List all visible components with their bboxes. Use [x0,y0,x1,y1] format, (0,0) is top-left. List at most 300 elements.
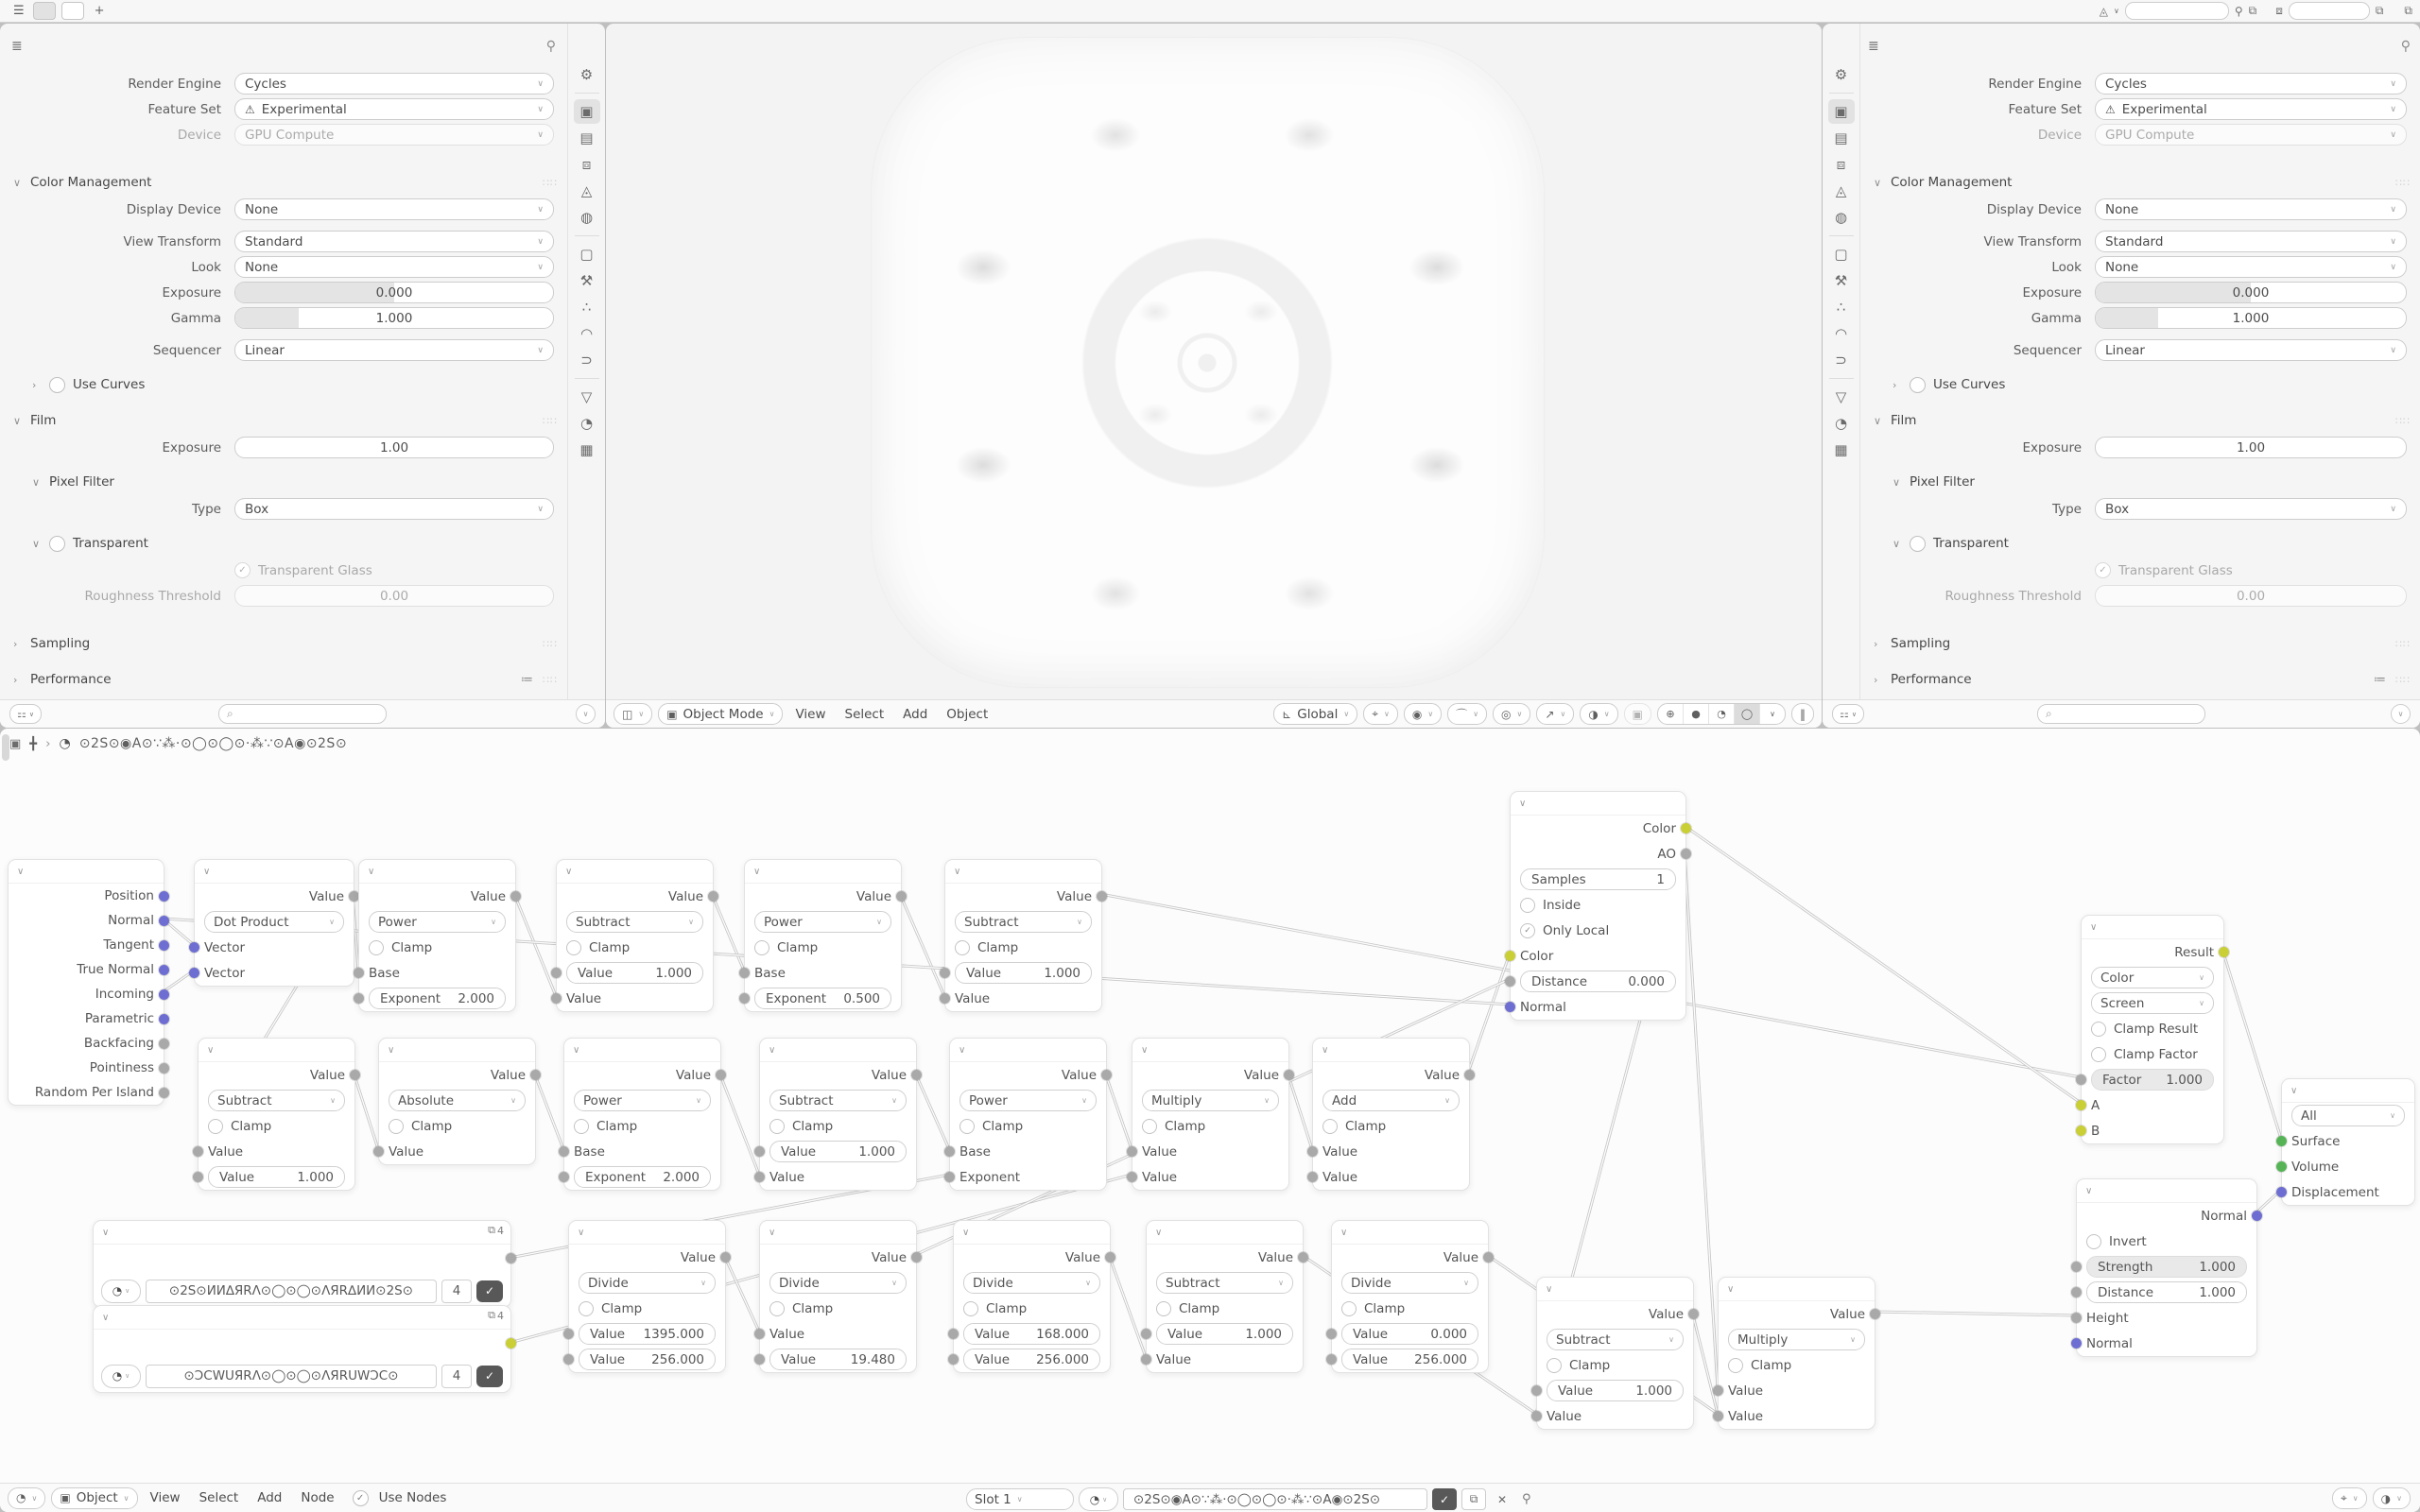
drag-handle-icon[interactable]: ∷∷ [543,637,558,650]
operation-dropdown[interactable] [1341,1272,1478,1294]
input-socket-factor[interactable] [2076,1074,2086,1085]
clamp-checkbox[interactable] [369,940,384,955]
output-socket-normal[interactable] [2252,1211,2262,1221]
menu-select[interactable]: Select [844,706,885,722]
node-math-divide-2[interactable] [759,1220,917,1373]
device-dropdown[interactable] [234,124,554,146]
unlink-material-button[interactable]: ✕ [1496,1492,1508,1506]
node-math-subtract-3[interactable] [198,1038,355,1191]
output-socket-backfacing[interactable] [159,1039,169,1049]
input-socket-value[interactable] [754,1329,765,1339]
input-socket-value[interactable] [563,1329,574,1339]
drag-handle-icon[interactable]: ∷∷ [543,673,558,686]
output-socket-tangent[interactable] [159,940,169,951]
panel-header-performance[interactable] [0,665,567,694]
node-header[interactable] [359,860,515,884]
image-name-field[interactable]: ⊙ƆCWUЯRΛ⊙◯⊙◯⊙ΛЯRUWƆC⊙ [146,1365,437,1388]
panel-header-color-management[interactable] [1860,168,2420,197]
section-checkbox[interactable] [1910,377,1926,393]
input-socket-exponent[interactable] [739,993,750,1004]
node-math-subtract-5[interactable] [1146,1220,1304,1373]
viewport-object-render[interactable] [872,38,1544,687]
node-snap-toggle[interactable] [2332,1487,2367,1509]
input-socket-value[interactable] [1326,1354,1337,1365]
input-socket-value[interactable] [948,1329,959,1339]
drag-handle-icon[interactable]: ∷∷ [543,176,558,189]
input-socket-value[interactable] [1127,1146,1137,1157]
output-socket-position[interactable] [159,891,169,902]
input-socket-value[interactable] [940,993,950,1004]
scene-name-field[interactable] [2125,2,2229,20]
roughness-threshold-field[interactable] [2095,585,2407,607]
input-socket-value[interactable] [1713,1385,1723,1396]
properties-search-input[interactable] [2037,704,2205,724]
use-nodes-checkbox[interactable]: ✓ [353,1490,369,1506]
operation-dropdown[interactable] [959,1090,1097,1111]
strength-field[interactable] [2086,1256,2247,1278]
collapse-chevron-icon[interactable]: ∨ [1340,1227,1348,1238]
input-socket-value[interactable] [1531,1385,1542,1396]
value-field[interactable] [1341,1349,1478,1370]
input-socket-normal[interactable] [2071,1338,2082,1349]
type-dropdown[interactable] [234,498,554,520]
distance-field[interactable] [2086,1281,2247,1303]
section-checkbox[interactable] [49,377,65,393]
operation-dropdown[interactable] [1322,1090,1460,1111]
only-local-checkbox[interactable]: ✓ [1520,923,1535,938]
clamp-checkbox[interactable] [1322,1119,1338,1134]
value-field[interactable] [1156,1323,1293,1345]
collapse-chevron-icon[interactable]: ∨ [565,866,573,877]
output-socket-pointiness[interactable] [159,1063,169,1074]
output-socket-value[interactable] [911,1252,922,1263]
image-browse-button[interactable] [101,1365,141,1388]
display-device-dropdown[interactable] [234,198,554,220]
clamp-checkbox[interactable] [1156,1301,1171,1316]
gamma-slider[interactable] [234,307,554,329]
node-header[interactable] [760,1039,916,1062]
exposure-field[interactable] [234,437,554,458]
input-socket-base[interactable] [944,1146,955,1157]
input-socket-value[interactable] [551,968,562,978]
node-math-divide-4[interactable] [1331,1220,1489,1373]
invert-checkbox[interactable] [2086,1234,2101,1249]
operation-dropdown[interactable] [389,1090,526,1111]
input-socket-base[interactable] [559,1146,569,1157]
properties-tab-view-layer[interactable]: ⧈ [1836,156,1846,173]
output-socket-value[interactable] [530,1070,541,1080]
node-header[interactable] [564,1039,720,1062]
node-header[interactable] [1313,1039,1469,1062]
drag-handle-icon[interactable]: ∷∷ [2395,637,2411,650]
input-socket-value[interactable] [1127,1172,1137,1182]
proportional-editing-toggle[interactable] [1404,703,1442,725]
value-field[interactable] [963,1323,1100,1345]
shader-type-selector[interactable] [51,1487,137,1509]
operation-dropdown[interactable] [369,911,506,933]
node-bump[interactable] [2076,1178,2257,1357]
properties-tab-output[interactable]: ▤ [579,129,594,146]
transform-orientation-selector[interactable] [1273,703,1357,725]
node-math-subtract-4[interactable] [759,1038,917,1191]
node-header[interactable] [745,860,901,884]
clamp-checkbox[interactable] [566,940,581,955]
node-header[interactable] [950,1039,1106,1062]
collapse-chevron-icon[interactable]: ∨ [102,1312,110,1323]
node-editor-type-button[interactable] [8,1487,45,1509]
properties-tab-object-data[interactable]: ▽ [1835,388,1847,405]
menu-view[interactable]: View [795,706,826,722]
collapse-chevron-icon[interactable]: ∨ [203,866,211,877]
workspace-tab-1[interactable] [33,2,56,20]
collapse-chevron-icon[interactable]: ∨ [578,1227,585,1238]
node-math-multiply-2[interactable] [1718,1277,1876,1430]
input-socket-base[interactable] [354,968,364,978]
exponent-field[interactable] [754,988,891,1009]
input-socket-b[interactable] [2076,1125,2086,1136]
collapse-chevron-icon[interactable]: ∨ [1727,1283,1735,1295]
properties-tab-physics[interactable]: ◠ [1834,325,1848,342]
copy-material-button[interactable]: ⧉ [1461,1488,1486,1510]
node-geometry[interactable] [8,859,164,1106]
scene-chevron-icon[interactable]: ∨ [2113,7,2119,15]
output-socket-value[interactable] [510,891,521,902]
collapse-chevron-icon[interactable]: ∨ [769,1227,776,1238]
slot-selector[interactable] [966,1488,1074,1510]
clamp-checkbox[interactable] [955,940,970,955]
collapse-chevron-icon[interactable]: ∨ [769,1044,776,1056]
panel-header-pixel-filter[interactable] [1860,468,2420,496]
image-browse-button[interactable] [101,1280,141,1303]
node-header[interactable] [557,860,713,884]
panel-header-color-management[interactable] [0,168,567,197]
node-math-divide-3[interactable] [953,1220,1111,1373]
collapse-chevron-icon[interactable]: ∨ [573,1044,580,1056]
properties-tab-texture[interactable]: ▦ [1834,441,1848,458]
material-name-field[interactable]: ⊙2S⊙◉A⊙∵⁂·⊙◯⊙◯⊙·⁂∵⊙A◉⊙2S⊙ [1123,1488,1427,1510]
input-socket-exponent[interactable] [559,1172,569,1182]
preset-list-icon[interactable]: ≔ [2374,672,2386,687]
input-socket-a[interactable] [2076,1100,2086,1110]
app-menu-icon[interactable]: ☰ [13,4,25,18]
snap-toggle[interactable] [1363,703,1398,725]
menu-object[interactable]: Object [946,706,989,722]
drag-handle-icon[interactable]: ∷∷ [2395,414,2411,427]
view-transform-dropdown[interactable] [234,231,554,252]
input-socket-value[interactable] [563,1354,574,1365]
clamp-checkbox[interactable] [389,1119,404,1134]
output-socket-value[interactable] [708,891,718,902]
gamma-slider[interactable] [2095,307,2407,329]
xray-toggle[interactable] [1624,703,1651,725]
operation-dropdown[interactable] [1142,1090,1279,1111]
mode-selector[interactable] [658,703,783,725]
collapse-chevron-icon[interactable]: ∨ [1141,1044,1149,1056]
transparent-glass-checkbox[interactable]: ✓ [234,562,251,578]
properties-editor-icon[interactable]: ≣ [11,39,23,54]
fake-user-shield-button[interactable]: ✓ [476,1366,503,1387]
input-socket-vector[interactable] [189,968,199,978]
output-socket-value[interactable] [1298,1252,1308,1263]
exposure-slider[interactable] [234,282,554,303]
clamp-checkbox[interactable] [959,1119,975,1134]
output-socket-value[interactable] [716,1070,726,1080]
output-socket-value[interactable] [1870,1309,1880,1319]
clamp-checkbox[interactable] [1341,1301,1357,1316]
drag-handle-icon[interactable]: ∷∷ [2395,673,2411,686]
input-socket-color[interactable] [1505,951,1515,961]
input-socket-value[interactable] [551,993,562,1004]
value-field[interactable] [566,962,703,984]
clamp-checkbox[interactable] [769,1301,785,1316]
output-socket-value[interactable] [1284,1070,1294,1080]
overlays-toggle[interactable] [1580,703,1617,725]
output-socket-parametric[interactable] [159,1014,169,1024]
node-header[interactable] [379,1039,535,1062]
value-field[interactable] [579,1323,716,1345]
input-socket-volume[interactable] [2276,1161,2287,1172]
properties-tab-scene[interactable]: ◬ [580,182,593,199]
panel-header-transparent[interactable] [1860,529,2420,558]
panel-header-film[interactable] [1860,406,2420,435]
feature-set-dropdown[interactable] [2095,98,2407,120]
node-math-power-3[interactable] [563,1038,721,1191]
properties-tab-object[interactable]: ▢ [1834,246,1848,263]
properties-options-button[interactable] [2391,704,2411,724]
panel-header-sampling[interactable] [1860,629,2420,658]
viewport-editor-type-button[interactable] [614,703,652,725]
scene-pin-icon[interactable]: ⚲ [2234,4,2243,18]
shading-material-button[interactable]: ◔ [1708,704,1734,724]
operation-dropdown[interactable] [754,911,891,933]
input-socket-normal[interactable] [1505,1002,1515,1012]
operation-dropdown[interactable] [1728,1329,1865,1350]
viewport-3d[interactable] [606,24,1822,728]
properties-tab-texture[interactable]: ▦ [579,441,594,458]
collapse-chevron-icon[interactable]: ∨ [753,866,761,877]
clamp-checkbox[interactable] [208,1119,223,1134]
workspace-tab-2[interactable] [61,2,84,20]
operation-dropdown[interactable] [955,911,1092,933]
node-header[interactable] [1132,1039,1288,1062]
input-socket-base[interactable] [739,968,750,978]
node-header[interactable] [760,1221,916,1245]
output-socket-incoming[interactable] [159,989,169,1000]
node-math-power-2[interactable] [744,859,902,1012]
input-socket-value[interactable] [193,1146,203,1157]
properties-tab-render[interactable]: ▣ [574,99,600,124]
pause-render-button[interactable] [1791,703,1814,725]
node-header[interactable] [195,860,354,884]
properties-pin-icon[interactable]: ⚲ [2400,39,2411,54]
input-socket-value[interactable] [1531,1411,1542,1421]
shading-wireframe-button[interactable]: ⊕ [1666,708,1675,720]
input-socket-value[interactable] [948,1354,959,1365]
display-device-dropdown[interactable] [2095,198,2407,220]
output-socket-color[interactable] [1681,823,1691,833]
input-socket-vector[interactable] [189,942,199,953]
distance-field[interactable] [1520,971,1676,992]
menu-view[interactable]: View [149,1490,181,1505]
output-socket-value[interactable] [1097,891,1107,902]
collapse-chevron-icon[interactable]: ∨ [2090,921,2098,933]
gizmos-toggle[interactable] [1536,703,1574,725]
look-dropdown[interactable] [2095,256,2407,278]
input-socket-value[interactable] [1141,1329,1151,1339]
sequencer-dropdown[interactable] [234,339,554,361]
device-dropdown[interactable] [2095,124,2407,146]
operation-dropdown[interactable] [2091,967,2214,988]
input-socket-distance[interactable] [2071,1287,2082,1297]
image-user-count[interactable]: 4 [441,1280,472,1303]
falloff-selector[interactable] [1447,703,1487,725]
drag-handle-icon[interactable]: ∷∷ [2395,176,2411,189]
collapse-chevron-icon[interactable]: ∨ [959,1044,966,1056]
node-header[interactable] [954,1221,1110,1245]
properties-tab-modifiers[interactable]: ⚒ [579,272,594,289]
collapse-chevron-icon[interactable]: ∨ [1155,1227,1163,1238]
output-socket-value[interactable] [350,1070,360,1080]
clamp-checkbox[interactable] [1728,1358,1743,1373]
node-header[interactable] [2077,1179,2256,1203]
collapse-chevron-icon[interactable]: ∨ [1322,1044,1329,1056]
output-socket-value[interactable] [1688,1309,1699,1319]
exponent-field[interactable] [574,1166,711,1188]
input-socket-value[interactable] [940,968,950,978]
properties-tab-object-data[interactable]: ▽ [580,388,593,405]
node-header[interactable] [1147,1221,1303,1245]
clamp-checkbox[interactable] [579,1301,594,1316]
filter-toggles-button[interactable] [9,704,42,724]
node-header[interactable] [9,860,164,884]
output-socket-normal[interactable] [159,916,169,926]
properties-tab-world[interactable]: ◍ [579,209,594,226]
collapse-chevron-icon[interactable]: ∨ [17,866,25,877]
input-socket-exponent[interactable] [944,1172,955,1182]
properties-pin-icon[interactable]: ⚲ [545,39,556,54]
section-checkbox[interactable] [1910,536,1926,552]
samples-field[interactable] [1520,868,1676,890]
preset-list-icon[interactable]: ≔ [521,672,533,687]
input-socket-value[interactable] [373,1146,384,1157]
operation-dropdown[interactable] [574,1090,711,1111]
section-checkbox[interactable] [49,536,65,552]
collapse-chevron-icon[interactable]: ∨ [2085,1185,2093,1196]
properties-tab-scene[interactable]: ◬ [1835,182,1847,199]
value-field[interactable] [208,1166,345,1188]
node-math-subtract-6[interactable] [1536,1277,1694,1430]
properties-tab-render[interactable]: ▣ [1828,99,1855,124]
input-socket-value[interactable] [1326,1329,1337,1339]
roughness-threshold-field[interactable] [234,585,554,607]
input-socket-value[interactable] [1713,1411,1723,1421]
properties-tab-particles[interactable]: ∴ [581,299,592,316]
value-field[interactable] [955,962,1092,984]
value-field[interactable] [769,1141,907,1162]
properties-editor-icon[interactable]: ≣ [1868,39,1879,54]
look-dropdown[interactable] [234,256,554,278]
drag-handle-icon[interactable]: ∷∷ [543,414,558,427]
node-header[interactable] [1719,1278,1875,1301]
node-math-absolute[interactable] [378,1038,536,1165]
node-header[interactable] [1537,1278,1693,1301]
inside-checkbox[interactable] [1520,898,1535,913]
input-socket-distance[interactable] [1505,976,1515,987]
node-header[interactable] [945,860,1101,884]
properties-tab-world[interactable]: ◍ [1834,209,1848,226]
operation-dropdown[interactable] [769,1272,907,1294]
value-field[interactable] [769,1349,907,1370]
output-socket-value[interactable] [911,1070,922,1080]
node-editor-scrollbar[interactable] [2,734,9,761]
exposure-slider[interactable] [2095,282,2407,303]
properties-search-input[interactable] [218,704,387,724]
input-socket-value[interactable] [754,1146,765,1157]
input-socket-surface[interactable] [2276,1136,2287,1146]
input-socket-value[interactable] [1307,1172,1318,1182]
add-workspace-button[interactable]: + [94,4,105,18]
output-socket-result[interactable] [2219,947,2229,957]
node-material-output[interactable] [2281,1078,2415,1206]
operation-dropdown[interactable] [963,1272,1100,1294]
node-math-power-1[interactable] [358,859,516,1012]
output-socket-value[interactable] [1101,1070,1112,1080]
type-dropdown[interactable] [2095,498,2407,520]
properties-tab-tool[interactable]: ⚙ [579,66,594,83]
clamp-checkbox[interactable] [1142,1119,1157,1134]
clamp-checkbox[interactable] [769,1119,785,1134]
output-socket[interactable] [506,1253,516,1263]
clamp-checkbox[interactable] [963,1301,978,1316]
output-socket-value[interactable] [1105,1252,1115,1263]
shading-solid-button[interactable]: ● [1683,704,1708,724]
operation-dropdown[interactable] [208,1090,345,1111]
new-view-layer-icon[interactable]: ⧉ [2404,4,2412,17]
collapse-chevron-icon[interactable]: ∨ [962,1227,970,1238]
node-math-multiply-1[interactable] [1132,1038,1289,1191]
value-field[interactable] [579,1349,716,1370]
input-socket-strength[interactable] [2071,1262,2082,1272]
sequencer-dropdown[interactable] [2095,339,2407,361]
menu-select[interactable]: Select [199,1490,239,1505]
menu-add[interactable]: Add [903,706,928,722]
factor-field[interactable] [2091,1069,2214,1091]
output-socket-value[interactable] [896,891,907,902]
output-socket-value[interactable] [720,1252,731,1263]
render-engine-dropdown[interactable] [2095,73,2407,94]
output-socket-value[interactable] [1483,1252,1494,1263]
properties-tab-modifiers[interactable]: ⚒ [1834,272,1848,289]
collapse-chevron-icon[interactable]: ∨ [388,1044,395,1056]
operation-dropdown[interactable] [566,911,703,933]
node-header[interactable] [94,1306,510,1330]
transparent-glass-checkbox[interactable]: ✓ [2095,562,2111,578]
input-socket-value[interactable] [754,1172,765,1182]
node-image-texture-2[interactable] [93,1305,511,1393]
pin-icon[interactable]: ⚲ [1522,1492,1531,1506]
shading-rendered-button[interactable]: ◯ [1734,704,1759,724]
show-object-types-button[interactable] [1493,703,1530,725]
collapse-chevron-icon[interactable]: ∨ [954,866,961,877]
properties-tab-material[interactable]: ◔ [579,415,594,432]
value-field[interactable] [963,1349,1100,1370]
panel-header-performance[interactable] [1860,665,2420,694]
properties-tab-output[interactable]: ▤ [1834,129,1848,146]
collapse-chevron-icon[interactable]: ∨ [207,1044,215,1056]
node-header[interactable] [1332,1221,1488,1245]
shader-node-editor[interactable] [0,729,2420,1512]
input-socket-exponent[interactable] [354,993,364,1004]
